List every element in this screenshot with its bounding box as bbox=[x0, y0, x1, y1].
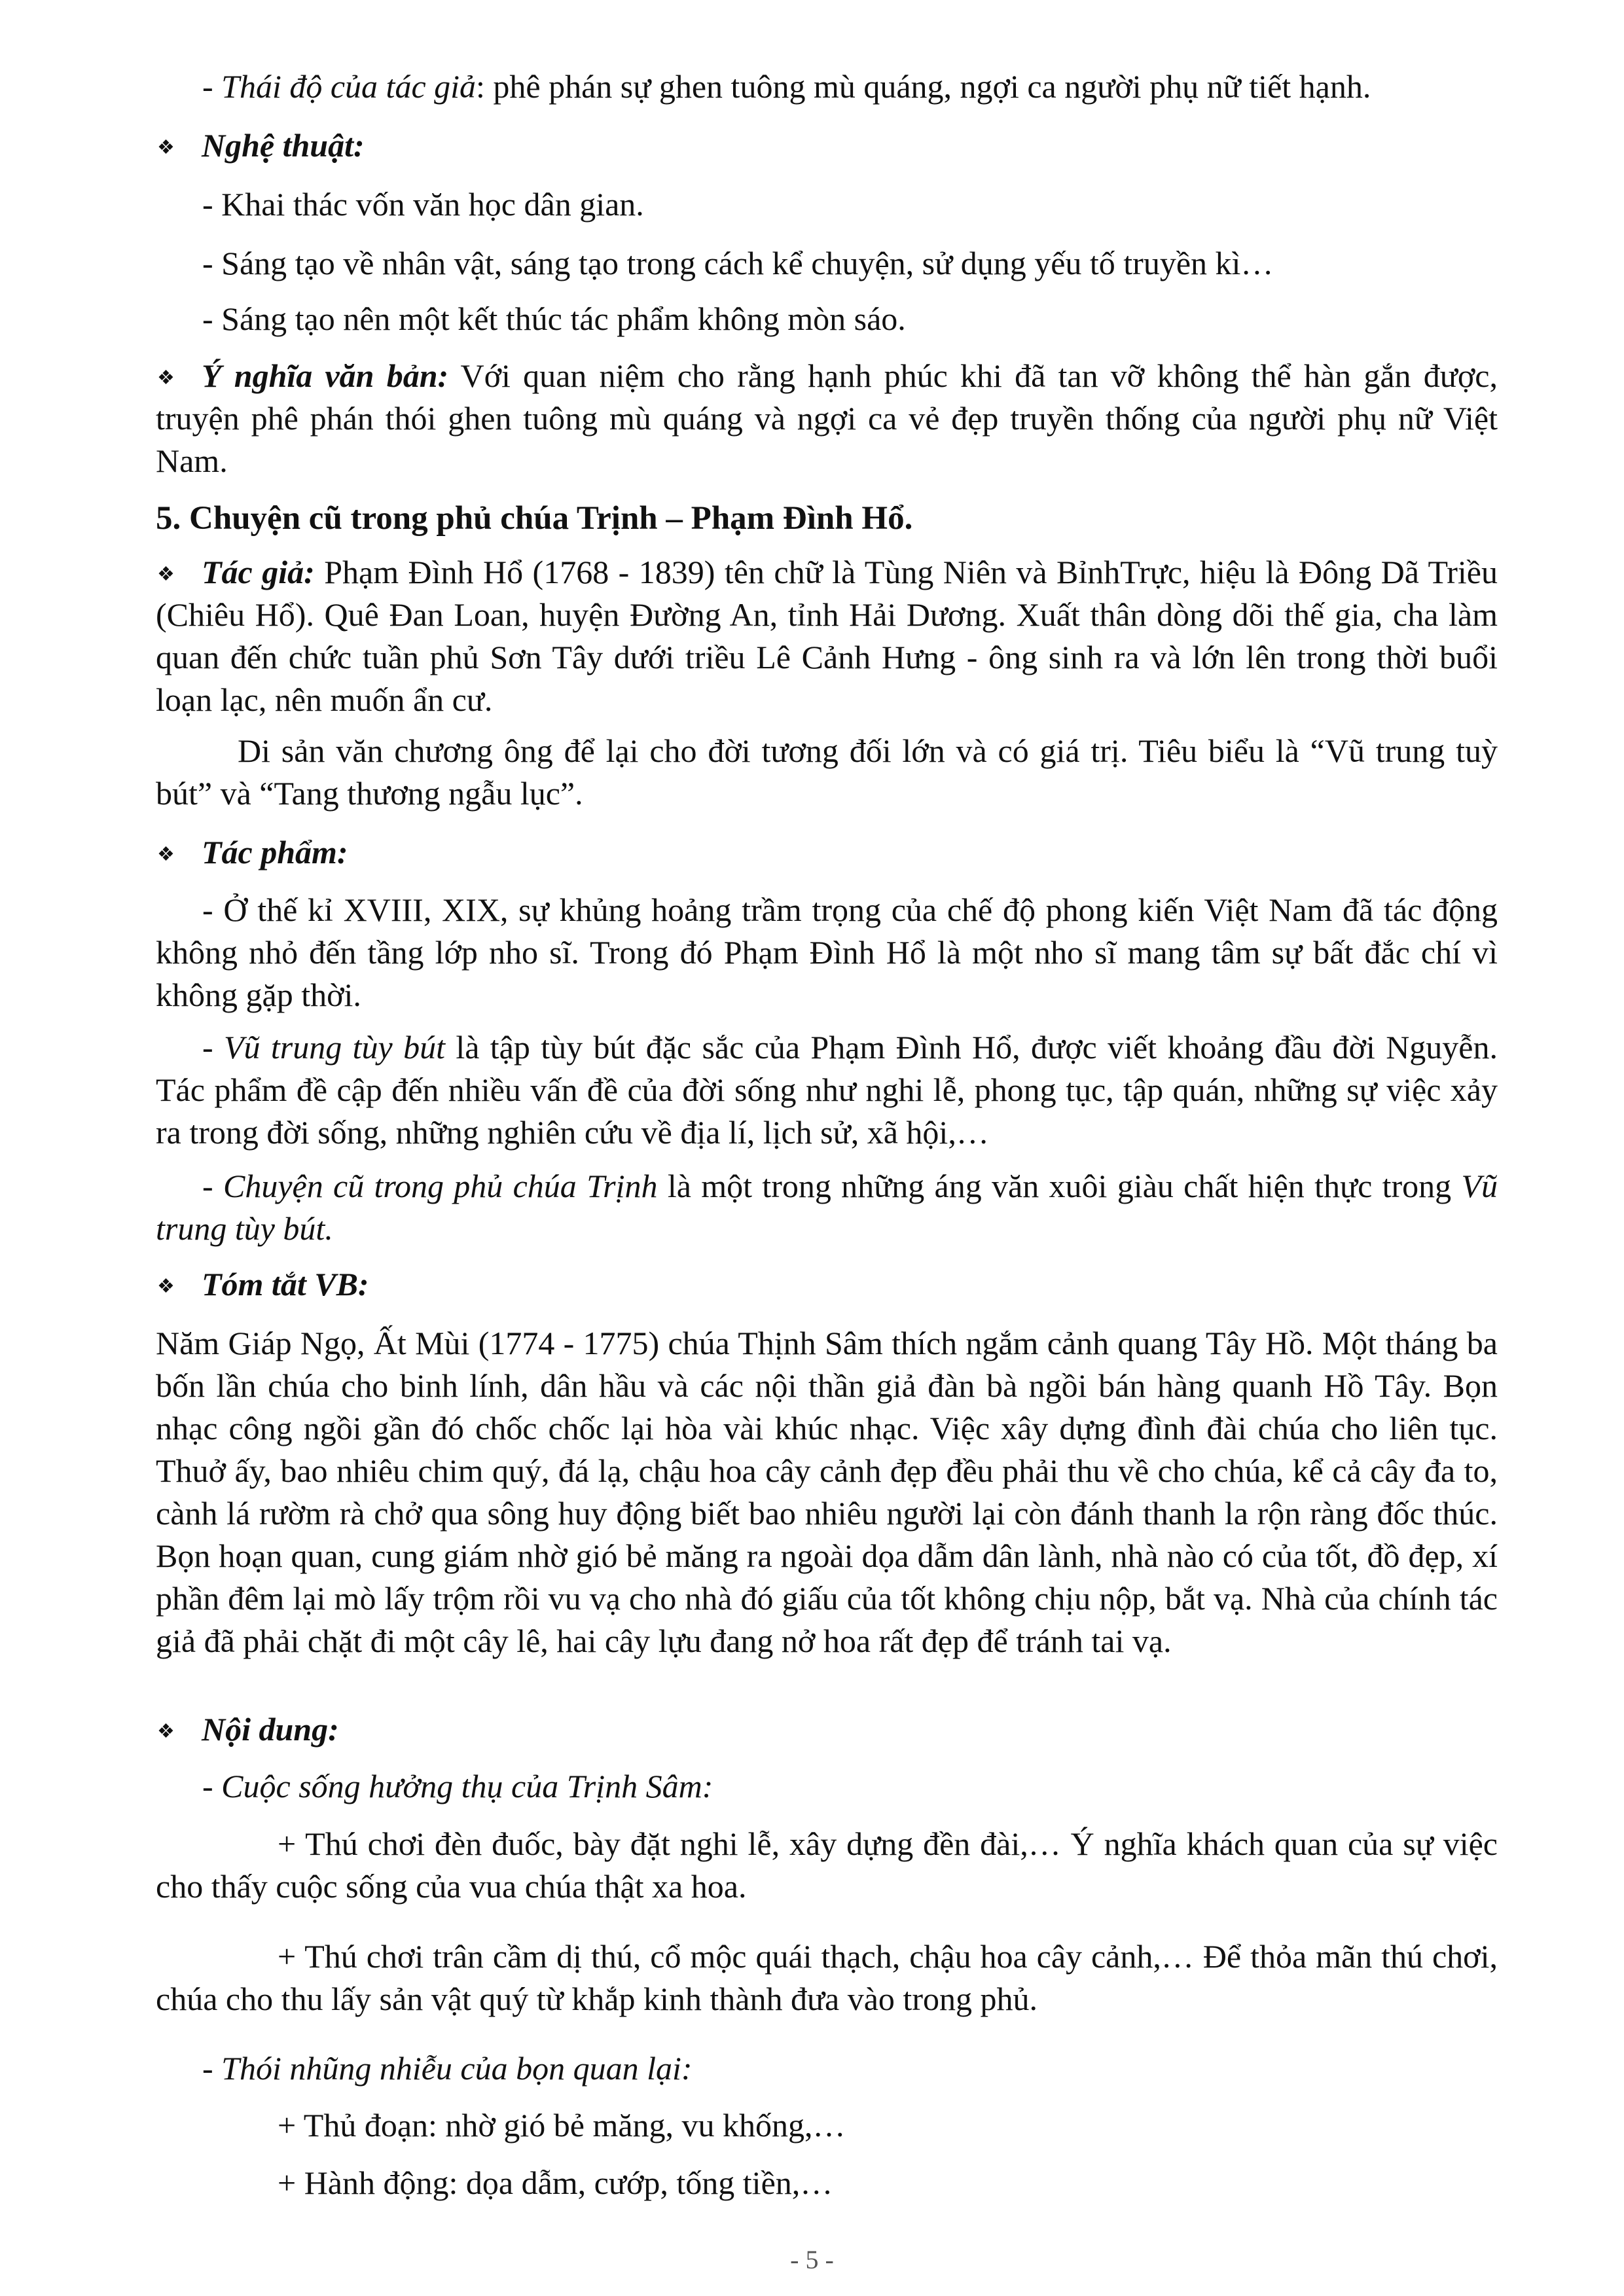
work-heading: Tác phẩm: bbox=[202, 834, 348, 870]
legacy-paragraph: Di sản văn chương ông để lại cho đời tương đối lớn và có giá trị. Tiêu biểu là “Vũ trung tuỳ bút” và “Tang thương ngẫu lục”. bbox=[156, 732, 1498, 812]
art-item-2: - Sáng tạo về nhân vật, sáng tạo trong cách kể chuyện, sử dụng yếu tố truyền kì… bbox=[202, 245, 1274, 281]
book-title: Vũ trung tùy bút bbox=[224, 1029, 445, 1066]
lavish-life-subheading: - Cuộc sống hưởng thụ của Trịnh Sâm: bbox=[202, 1768, 713, 1804]
art-heading: Nghệ thuật: bbox=[202, 127, 365, 164]
meaning-label: Ý nghĩa văn bản: bbox=[202, 357, 449, 394]
lavish-life-point-2: + Thú chơi trân cầm dị thú, cổ mộc quái thạch, chậu hoa cây cảnh,… Để thỏa mãn thú chơi, chúa cho thu lấy sản vật quý từ khắp kinh thành đưa vào trong phủ. bbox=[156, 1938, 1498, 2017]
officials-subheading: - Thói nhũng nhiễu của bọn quan lại: bbox=[202, 2050, 693, 2087]
bullet-icon: ❖ bbox=[157, 1276, 175, 1297]
author-text: Phạm Đình Hổ (1768 - 1839) tên chữ là Tùng Niên và BỉnhTrực, hiệu là Đông Dã Triều (Chiêu Hổ). Quê Đan Loan, huyện Đường An, tỉnh Hải Dương. Xuất thân dòng dõi thế gia, cha làm quan đến chức tuần phủ Sơn Tây dưới triều Lê Cảnh Hưng - ông sinh ra và lớn lên trong thời buổi loạn lạc, nên muốn ẩn cư. bbox=[156, 554, 1498, 718]
summary-heading: Tóm tắt VB: bbox=[202, 1266, 369, 1302]
lavish-life-point-1: + Thú chơi đèn đuốc, bày đặt nghi lễ, xây dựng đền đài,… Ý nghĩa khách quan của sự việc cho thấy cuộc sống của vua chúa thật xa hoa. bbox=[156, 1825, 1498, 1905]
work-context-paragraph: - Ở thế kỉ XVIII, XIX, sự khủng hoảng trầm trọng của chế độ phong kiến Việt Nam đã tác động không nhỏ đến tầng lớp nho sĩ. Trong đó Phạm Đình Hổ là một nho sĩ mang tâm sự bất đắc chí vì không gặp thời. bbox=[156, 891, 1498, 1013]
summary-paragraph: Năm Giáp Ngọ, Ất Mùi (1774 - 1775) chúa Thịnh Sâm thích ngắm cảnh quang Tây Hồ. Một tháng ba bốn lần chúa cho binh lính, dân hầu và các nội thần giả đàn bà ngồi bán hàng quanh Hồ Tây. Bọn nhạc công ngồi gần đó chốc chốc lại hòa vài khúc nhạc. Việc xây dựng đình đài chúa cho liên tục. Thuở ấy, bao nhiêu chim quý, đá lạ, chậu hoa cây cảnh đẹp đều phải thu về cho chúa, kể cả cây đa to, cành lá rườm rà chở qua sông huy động biết bao nhiêu người lại còn đánh thanh la rộn ràng đốc thúc. Bọn hoạn quan, cung giám nhờ gió bẻ măng ra ngoài dọa dẫm dân lành, nhà nào có của tốt, đồ đẹp, xí phần đêm lại mò lấy trộm rồi vu vạ cho nhà đó giấu của tốt không chịu nộp, bắt vạ. Nhà của chính tác giả đã phải chặt đi một cây lê, hai cây lựu đang nở hoa rất đẹp để tránh tai vạ. bbox=[156, 1325, 1498, 1659]
book-title: Vũ trung tùy bút. bbox=[156, 1168, 1498, 1247]
dash: - bbox=[202, 1168, 223, 1204]
meaning-paragraph bbox=[156, 355, 1498, 482]
bullet-icon: ❖ bbox=[157, 1721, 175, 1742]
bullet-icon: ❖ bbox=[157, 137, 175, 158]
officials-point-2: + Hành động: dọa dẫm, cướp, tống tiền,… bbox=[278, 2164, 833, 2201]
dash: - bbox=[202, 68, 222, 105]
bullet-icon: ❖ bbox=[157, 367, 175, 389]
author-label: Tác giả: bbox=[202, 554, 315, 590]
author-paragraph bbox=[156, 551, 1498, 721]
work-collection-paragraph bbox=[156, 1026, 1498, 1154]
work-story-paragraph bbox=[156, 1165, 1498, 1250]
art-item-3: - Sáng tạo nên một kết thúc tác phẩm không mòn sáo. bbox=[202, 300, 906, 337]
meaning-text: Với quan niệm cho rằng hạnh phúc khi đã tan vỡ không thể hàn gắn được, truyện phê phán thói ghen tuông mù quáng và ngợi ca vẻ đẹp truyền thống của người phụ nữ Việt Nam. bbox=[156, 357, 1498, 479]
story-text: là một trong những áng văn xuôi giàu chất hiện thực trong bbox=[657, 1168, 1462, 1204]
story-title: Chuyện cũ trong phủ chúa Trịnh bbox=[223, 1168, 658, 1204]
attitude-line bbox=[156, 65, 1498, 108]
page-number: - 5 - bbox=[790, 2245, 834, 2274]
section-5-heading: 5. Chuyện cũ trong phủ chúa Trịnh – Phạm Đình Hổ. bbox=[156, 500, 913, 537]
bullet-icon: ❖ bbox=[157, 564, 175, 585]
content-heading: Nội dung: bbox=[202, 1711, 339, 1748]
officials-point-1: + Thủ đoạn: nhờ gió bẻ măng, vu khống,… bbox=[278, 2107, 846, 2144]
bullet-icon: ❖ bbox=[157, 844, 175, 865]
attitude-text: : phê phán sự ghen tuông mù quáng, ngợi ca người phụ nữ tiết hạnh. bbox=[476, 68, 1371, 105]
art-item-1: - Khai thác vốn văn học dân gian. bbox=[202, 186, 644, 223]
collection-text: là tập tùy bút đặc sắc của Phạm Đình Hổ, được viết khoảng đầu đời Nguyễn. Tác phẩm đề cập đến nhiều vấn đề của đời sống như nghi lễ, phong tục, tập quán, những sự việc xảy ra trong đời sống, những nghiên cứu về địa lí, lịch sử, xã hội,… bbox=[156, 1029, 1498, 1151]
dash: - bbox=[202, 1029, 225, 1066]
attitude-label: Thái độ của tác giả bbox=[221, 68, 477, 105]
